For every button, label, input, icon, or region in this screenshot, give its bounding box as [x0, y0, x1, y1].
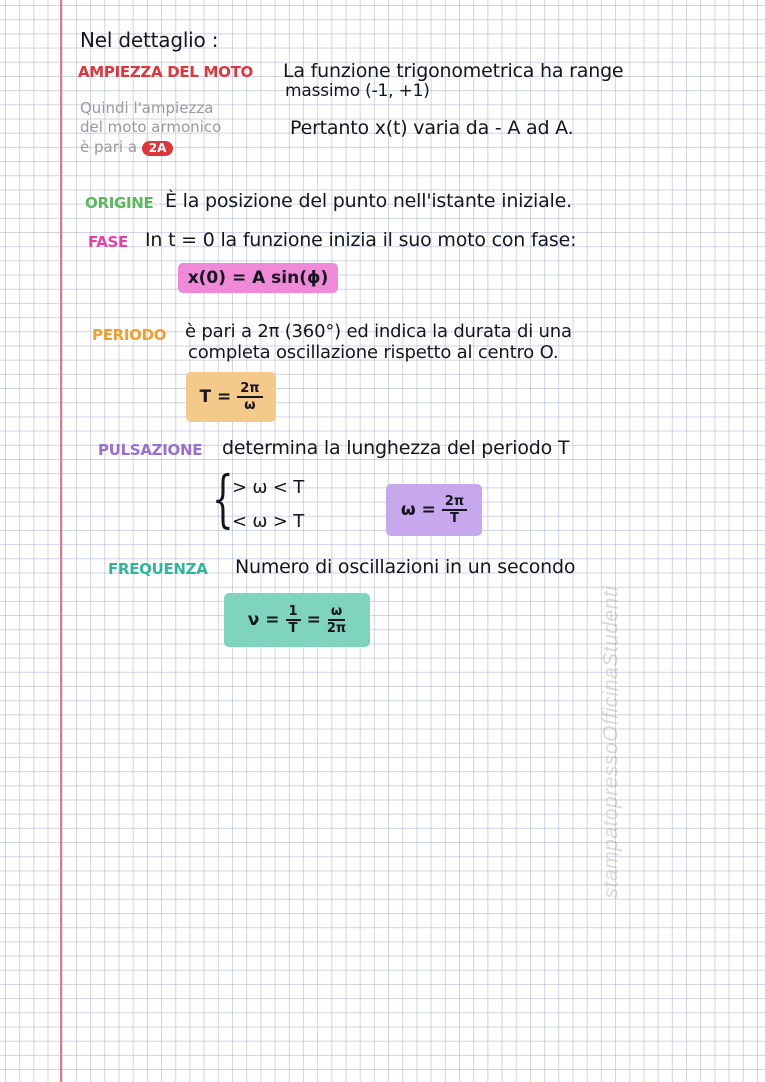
ampiezza-line-3: Pertanto x(t) varia da - A ad A.	[290, 117, 574, 139]
frequenza-label: FREQUENZA	[108, 560, 208, 578]
periodo-line-1: è pari a 2π (360°) ed indica la durata di una	[185, 321, 572, 342]
pulsazione-label: PULSAZIONE	[98, 441, 203, 459]
ampiezza-note-3-text: è pari a	[80, 138, 138, 156]
periodo-fraction	[237, 381, 262, 413]
frequenza-text: Numero di oscillazioni in un secondo	[235, 556, 576, 578]
pulsazione-case-2: < ω > T	[232, 511, 304, 532]
frequenza-fraction-1-denominator: T	[288, 621, 298, 636]
frequenza-fraction-2-denominator: 2π	[326, 621, 347, 636]
periodo-fraction-denominator: ω	[244, 398, 256, 413]
pulsazione-text: determina la lunghezza del periodo T	[222, 437, 570, 459]
pulsazione-fraction-numerator: 2π	[442, 494, 467, 511]
pulsazione-formula-box	[386, 484, 482, 536]
pulsazione-brace: {	[212, 462, 234, 535]
ampiezza-note-3	[80, 139, 173, 156]
frequenza-formula-equals: =	[306, 610, 321, 630]
periodo-label: PERIODO	[92, 326, 167, 344]
pulsazione-case-1: > ω < T	[232, 477, 304, 498]
page-heading: Nel dettaglio :	[80, 28, 219, 52]
fase-formula-box	[178, 263, 338, 293]
fase-text: In t = 0 la funzione inizia il suo moto con fase:	[145, 229, 577, 251]
periodo-formula-box	[186, 372, 276, 422]
frequenza-fraction-1	[286, 604, 301, 636]
ampiezza-label: AMPIEZZA DEL MOTO	[78, 63, 253, 81]
fase-label: FASE	[88, 233, 128, 251]
fase-formula: x(0) = A sin(ϕ)	[187, 268, 329, 288]
pulsazione-fraction-denominator: T	[450, 511, 459, 526]
ampiezza-line-1: La funzione trigonometrica ha range	[283, 60, 624, 82]
pulsazione-formula-lhs: ω =	[400, 500, 436, 520]
ampiezza-value-badge: 2A	[142, 141, 174, 156]
frequenza-formula-lhs: ν =	[247, 610, 280, 630]
periodo-fraction-numerator: 2π	[237, 381, 262, 398]
frequenza-fraction-2	[327, 604, 346, 636]
frequenza-fraction-1-numerator: 1	[286, 604, 301, 621]
periodo-line-2: completa oscillazione rispetto al centro O.	[188, 342, 559, 363]
ampiezza-note-2: del moto armonico	[80, 118, 222, 136]
ampiezza-note-1: Quindi l'ampiezza	[80, 99, 214, 117]
frequenza-formula-box	[224, 593, 370, 647]
origine-text: È la posizione del punto nell'istante iniziale.	[165, 190, 572, 212]
ampiezza-line-2: massimo (-1, +1)	[285, 81, 430, 101]
origine-label: ORIGINE	[85, 194, 154, 212]
watermark: stampatopressoOfficinaStudenti	[599, 585, 623, 899]
frequenza-fraction-2-numerator: ω	[328, 604, 345, 621]
notebook-margin-line	[60, 0, 62, 1082]
periodo-formula-lhs: T =	[199, 387, 232, 407]
pulsazione-fraction	[442, 494, 467, 526]
